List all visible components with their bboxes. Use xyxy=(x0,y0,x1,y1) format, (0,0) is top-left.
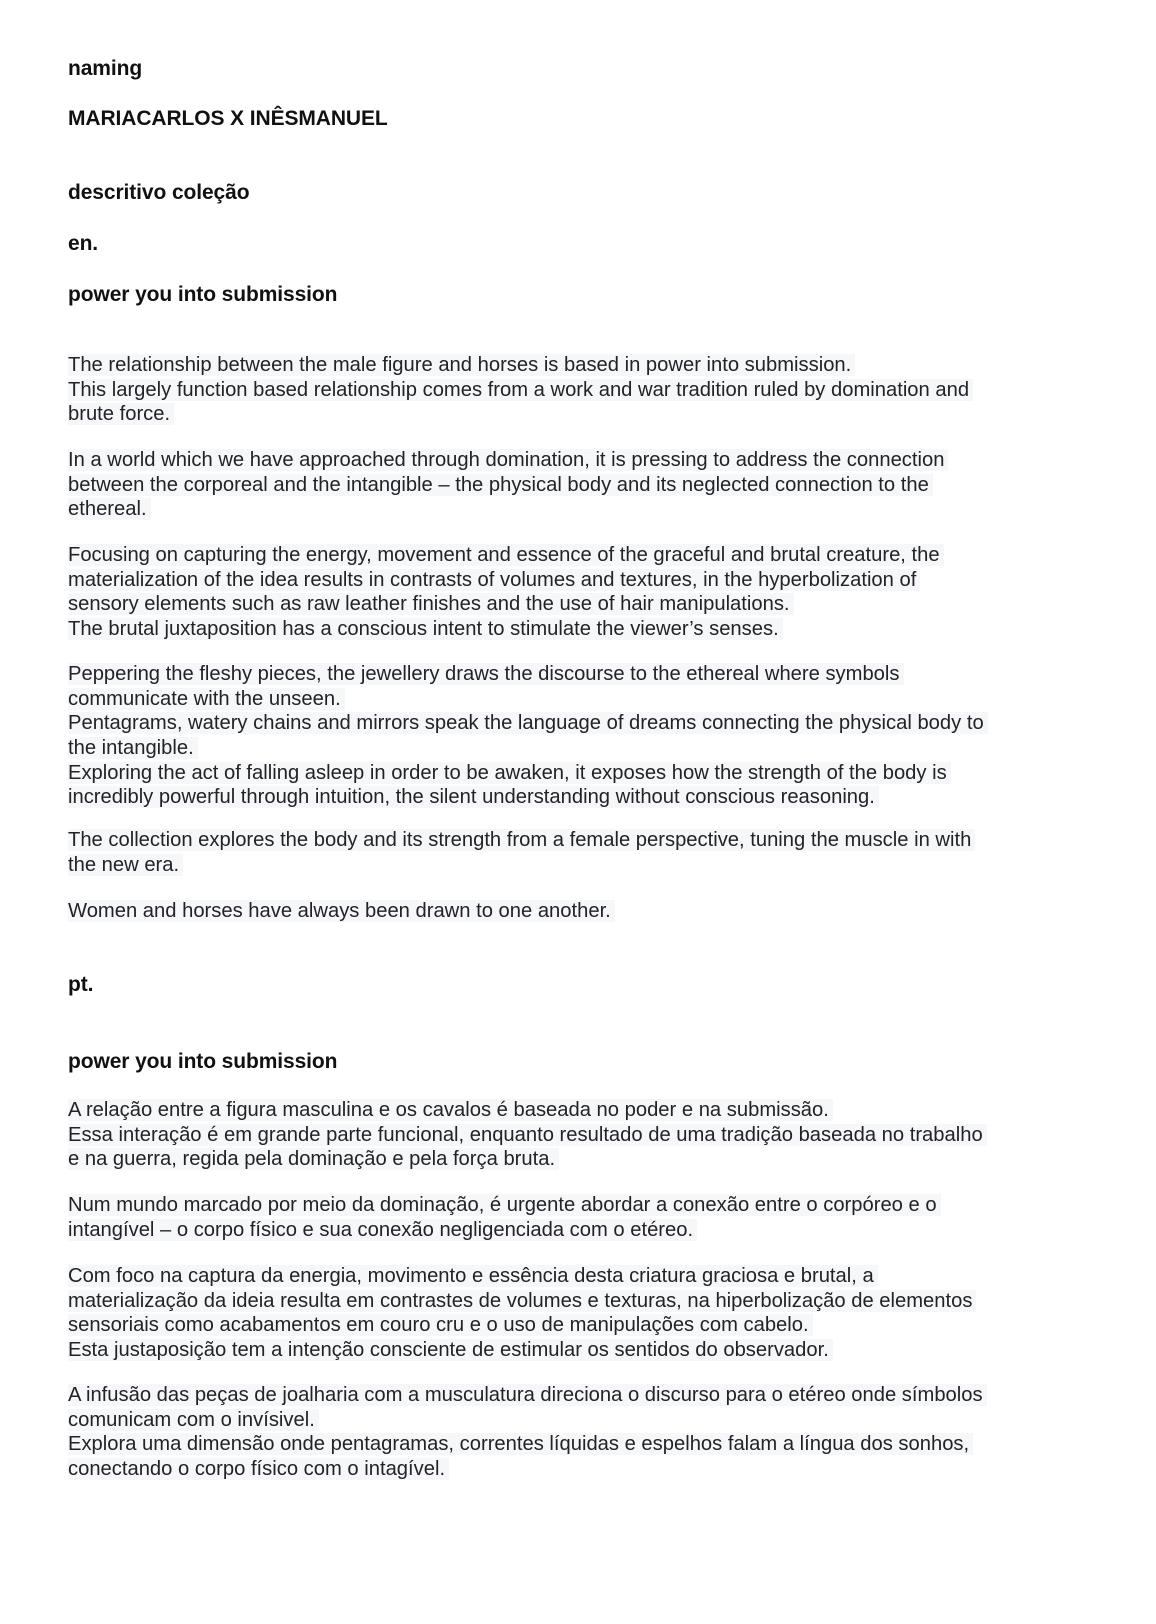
text-line: The relationship between the male figure and horses is based in power into submission. xyxy=(68,354,855,376)
paragraph-en-2 xyxy=(68,448,948,522)
text-line: materialização da ideia resulta em contrastes de volumes e texturas, na hiperbolização de elementos xyxy=(68,1290,976,1312)
paragraph-en-5 xyxy=(68,828,975,877)
text-line: Women and horses have always been drawn to one another. xyxy=(68,900,615,922)
text-line: sensory elements such as raw leather finishes and the use of hair manipulations. xyxy=(68,593,794,615)
text-line: The collection explores the body and its strength from a female perspective, tuning the muscle in with xyxy=(68,829,975,851)
text-line: Esta justaposição tem a intenção consciente de estimular os sentidos do observador. xyxy=(68,1339,833,1361)
text-line: The brutal juxtaposition has a conscious intent to stimulate the viewer’s senses. xyxy=(68,618,783,640)
text-line: intangível – o corpo físico e sua conexão negligenciada com o etéreo. xyxy=(68,1219,697,1241)
description-label: descritivo coleção xyxy=(68,181,250,204)
naming-label: naming xyxy=(68,57,143,80)
text-line: Explora uma dimensão onde pentagramas, correntes líquidas e espelhos falam a língua dos sonhos, xyxy=(68,1433,973,1455)
paragraph-en-6 xyxy=(68,899,615,924)
text-line: Focusing on capturing the energy, movement and essence of the graceful and brutal creature, the xyxy=(68,544,944,566)
lang-label-pt: pt. xyxy=(68,973,94,996)
paragraph-pt-1 xyxy=(68,1098,987,1172)
text-line: between the corporeal and the intangible – the physical body and its neglected connection to the xyxy=(68,474,933,496)
text-line: A infusão das peças de joalharia com a musculatura direciona o discurso para o etéreo onde símbolos xyxy=(68,1384,987,1406)
text-line: Essa interação é em grande parte funcional, enquanto resultado de uma tradição baseada no trabalho xyxy=(68,1124,987,1146)
text-line: the new era. xyxy=(68,854,183,876)
paragraph-en-4 xyxy=(68,662,988,810)
paragraph-pt-2 xyxy=(68,1193,941,1242)
text-line: communicate with the unseen. xyxy=(68,688,345,710)
text-line: sensoriais como acabamentos em couro cru e o uso de manipulações com cabelo. xyxy=(68,1314,813,1336)
collection-title-pt: power you into submission xyxy=(68,1050,338,1073)
paragraph-pt-4 xyxy=(68,1383,987,1482)
collection-title-en: power you into submission xyxy=(68,283,338,306)
text-line: comunicam com o invísivel. xyxy=(68,1409,319,1431)
brand-title: MARIACARLOS X INÊSMANUEL xyxy=(68,107,388,130)
text-line: Com foco na captura da energia, movimento e essência desta criatura graciosa e brutal, a xyxy=(68,1265,878,1287)
text-line: This largely function based relationship comes from a work and war tradition ruled by domination and xyxy=(68,379,973,401)
paragraph-en-3 xyxy=(68,543,944,642)
text-line: brute force. xyxy=(68,403,174,425)
lang-label-en: en. xyxy=(68,232,99,255)
text-line: Pentagrams, watery chains and mirrors speak the language of dreams connecting the physical body to xyxy=(68,712,988,734)
text-line: Peppering the fleshy pieces, the jewellery draws the discourse to the ethereal where symbols xyxy=(68,663,904,685)
text-line: e na guerra, regida pela dominação e pela força bruta. xyxy=(68,1148,559,1170)
paragraph-pt-3 xyxy=(68,1264,976,1363)
text-line: A relação entre a figura masculina e os cavalos é baseada no poder e na submissão. xyxy=(68,1099,833,1121)
text-line: ethereal. xyxy=(68,498,151,520)
text-line: In a world which we have approached through domination, it is pressing to address the connection xyxy=(68,449,948,471)
text-line: the intangible. xyxy=(68,737,198,759)
text-line: Num mundo marcado por meio da dominação, é urgente abordar a conexão entre o corpóreo e o xyxy=(68,1194,941,1216)
paragraph-en-1 xyxy=(68,353,973,427)
text-line: Exploring the act of falling asleep in order to be awaken, it exposes how the strength of the body is xyxy=(68,762,951,784)
text-line: conectando o corpo físico com o intagível. xyxy=(68,1458,449,1480)
text-line: materialization of the idea results in contrasts of volumes and textures, in the hyperbolization of xyxy=(68,569,920,591)
text-line: incredibly powerful through intuition, the silent understanding without conscious reasoning. xyxy=(68,786,879,808)
